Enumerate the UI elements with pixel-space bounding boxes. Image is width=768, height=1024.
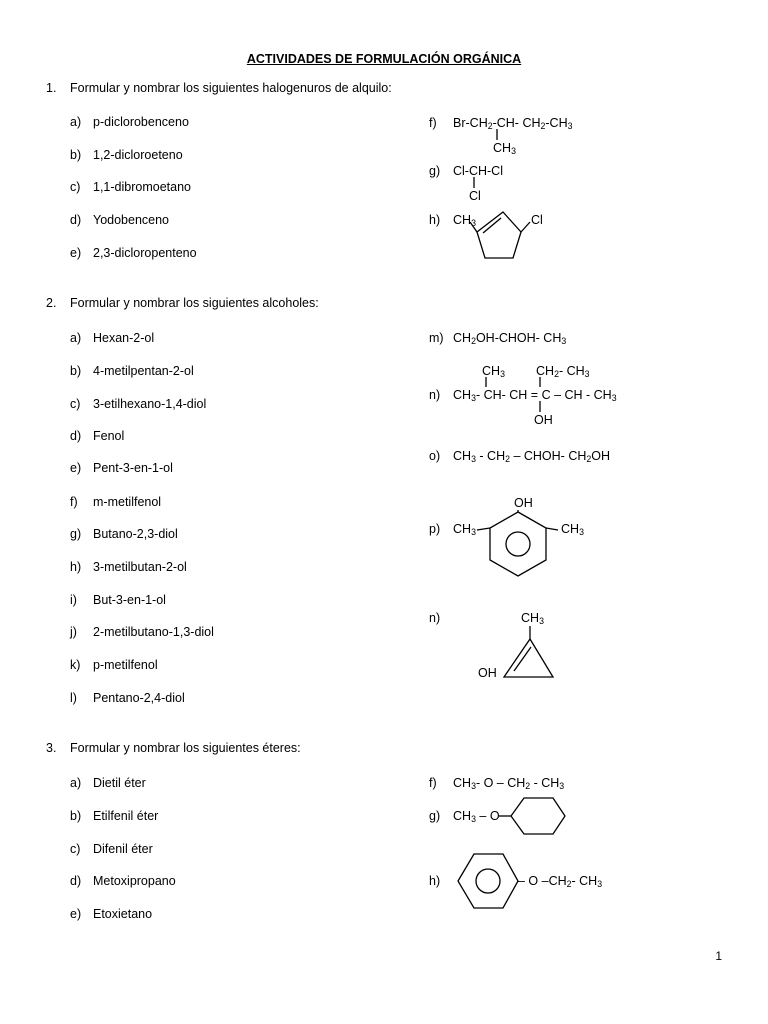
- section-3-number: 3.: [46, 741, 57, 755]
- s1-item-c-text: 1,1-dibromoetano: [93, 180, 191, 194]
- s1-item-h-letter: h): [429, 213, 441, 227]
- s2-item-l-letter: l): [70, 691, 77, 705]
- s2-item-i-text: But-3-en-1-ol: [93, 593, 166, 607]
- s2-item-l-text: Pentano-2,4-diol: [93, 691, 185, 705]
- s2-item-j-text: 2-metilbutano-1,3-diol: [93, 625, 214, 639]
- s3-item-g-letter: g): [429, 809, 441, 823]
- section-3-heading: Formular y nombrar los siguientes éteres:: [70, 741, 301, 755]
- s1-item-e-text: 2,3-dicloropenteno: [93, 246, 197, 260]
- s1-formula-h-methyl: $CH_3$: [453, 213, 476, 229]
- s3-item-c-text: Difenil éter: [93, 842, 153, 856]
- section-2-number: 2.: [46, 296, 57, 310]
- s3-item-e-letter: e): [70, 907, 82, 921]
- s2-item-n-letter: n): [429, 388, 441, 402]
- s2-formula-n: $CH_3-$ CH- CH = C – CH - $CH_3$: [453, 388, 617, 404]
- s1-item-a-text: p-diclorobenceno: [93, 115, 189, 129]
- s2-formula-p-methyl-left: $CH_3$: [453, 522, 476, 538]
- s3-formula-h: – O $-CH_2-$ $CH_3$: [518, 874, 603, 890]
- s3-item-c-letter: c): [70, 842, 81, 856]
- s3-item-a-text: Dietil éter: [93, 776, 146, 790]
- section-2-heading: Formular y nombrar los siguientes alcoholes:: [70, 296, 319, 310]
- s2-item-o-letter: o): [429, 449, 441, 463]
- s3-item-d-letter: d): [70, 874, 82, 888]
- s2-item-g-letter: g): [70, 527, 82, 541]
- s2-item-p-letter: p): [429, 522, 441, 536]
- s2-item-h-text: 3-metilbutan-2-ol: [93, 560, 187, 574]
- s3-formula-g: $CH_3$ – O: [453, 809, 500, 825]
- s1-formula-f: $Br-CH_2-CH-$ $CH_2-CH_3$: [453, 116, 573, 132]
- s2-item-n2-letter: n): [429, 611, 441, 625]
- s2-item-m-letter: m): [429, 331, 444, 345]
- s2-formula-n2-methyl: $CH_3$: [521, 611, 544, 627]
- s2-item-d-text: Fenol: [93, 429, 125, 443]
- s2-item-d-letter: d): [70, 429, 82, 443]
- s2-formula-n2-oh: OH: [478, 666, 497, 680]
- s3-formula-f: $CH_3-$ O – $CH_2 - CH_3$: [453, 776, 565, 792]
- s2-formula-n-top-ethyl: $CH_2-$ $CH_3$: [536, 364, 590, 380]
- s2-item-a-letter: a): [70, 331, 82, 345]
- s1-item-b-text: 1,2-dicloroeteno: [93, 148, 183, 162]
- s2-formula-n-top-methyl: $CH_3$: [482, 364, 505, 380]
- page-number: 1: [715, 949, 722, 963]
- s2-item-c-text: 3-etilhexano-1,4-diol: [93, 397, 207, 411]
- s1-item-f-letter: f): [429, 116, 437, 130]
- s1-formula-g: Cl-CH-Cl: [453, 164, 503, 178]
- s1-formula-g-cl: Cl: [469, 189, 481, 203]
- s2-item-f-text: m-metilfenol: [93, 495, 162, 509]
- s1-item-a-letter: a): [70, 115, 82, 129]
- section-1-number: 1.: [46, 81, 57, 95]
- s2-item-k-letter: k): [70, 658, 81, 672]
- s2-formula-p-methyl-right: $CH_3$: [561, 522, 584, 538]
- page-title: ACTIVIDADES DE FORMULACIÓN ORGÁNICA: [246, 52, 522, 66]
- section-1-heading: Formular y nombrar los siguientes halogenuros de alquilo:: [70, 81, 392, 95]
- s3-item-f-letter: f): [429, 776, 437, 790]
- s2-item-h-letter: h): [70, 560, 82, 574]
- s1-formula-h-cl: Cl: [531, 213, 543, 227]
- s2-n2-cyclopropene: [504, 626, 553, 677]
- s2-formula-n-oh: OH: [534, 413, 553, 427]
- s1-formula-f-methyl: $CH_3$: [493, 141, 516, 157]
- s2-item-a-text: Hexan-2-ol: [93, 331, 155, 345]
- s3-g-cyclohexane: [499, 798, 565, 834]
- s2-formula-p-oh: OH: [514, 496, 533, 510]
- s1-item-d-letter: d): [70, 213, 82, 227]
- s3-item-b-text: Etilfenil éter: [93, 809, 159, 823]
- s2-item-k-text: p-metilfenol: [93, 658, 158, 672]
- s2-formula-m: $CH_2OH-CHOH-$ $CH_3$: [453, 331, 567, 347]
- s2-item-g-text: Butano-2,3-diol: [93, 527, 178, 541]
- s1-item-e-letter: e): [70, 246, 82, 260]
- s3-h-benzene: [458, 854, 518, 908]
- s1-item-c-letter: c): [70, 180, 81, 194]
- s2-formula-o: $CH_3 - CH_2$ – CHOH- $CH_2OH$: [453, 449, 611, 465]
- s3-item-a-letter: a): [70, 776, 82, 790]
- s2-p-benzene: [477, 510, 558, 576]
- s3-item-d-text: Metoxipropano: [93, 874, 176, 888]
- s2-item-j-letter: j): [70, 625, 77, 639]
- s3-item-e-text: Etoxietano: [93, 907, 153, 921]
- s2-item-f-letter: f): [70, 495, 78, 509]
- s2-item-b-text: 4-metilpentan-2-ol: [93, 364, 194, 378]
- s2-item-e-letter: e): [70, 461, 82, 475]
- s2-item-i-letter: i): [70, 593, 77, 607]
- s1-h-cyclopentene: [470, 212, 530, 258]
- s2-item-b-letter: b): [70, 364, 82, 378]
- s3-item-h-letter: h): [429, 874, 441, 888]
- s1-item-d-text: Yodobenceno: [93, 213, 170, 227]
- s3-item-b-letter: b): [70, 809, 82, 823]
- s1-item-g-letter: g): [429, 164, 441, 178]
- s2-item-c-letter: c): [70, 397, 81, 411]
- s2-item-e-text: Pent-3-en-1-ol: [93, 461, 173, 475]
- s1-item-b-letter: b): [70, 148, 82, 162]
